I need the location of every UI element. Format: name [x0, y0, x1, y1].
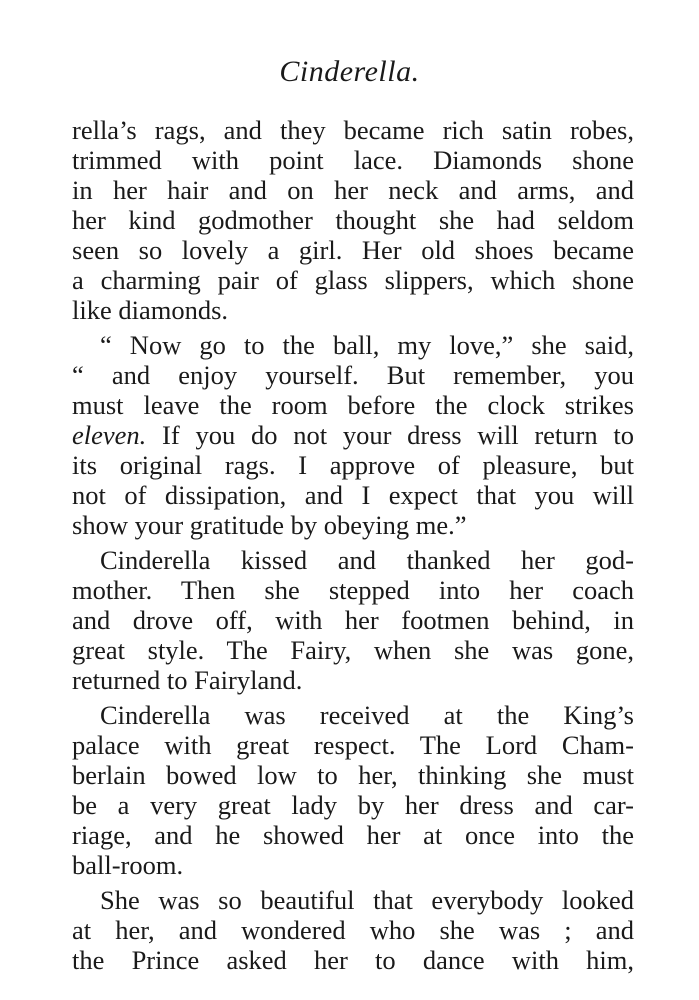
paragraph-1: [72, 115, 634, 325]
text-line: at her, and wondered who she was ; and: [72, 915, 634, 945]
text-line: a charming pair of glass slippers, which shone: [72, 265, 634, 295]
text-line: rella’s rags, and they became rich satin robes,: [72, 115, 634, 145]
text-line: must leave the room before the clock strikes: [72, 390, 634, 420]
text-line: in her hair and on her neck and arms, and: [72, 175, 634, 205]
text-line: its original rags. I approve of pleasure, but: [72, 450, 634, 480]
text-line: like diamonds.: [72, 295, 229, 325]
text-line: her kind godmother thought she had seldom: [72, 205, 634, 235]
paragraph-3: [72, 545, 634, 695]
text-line: show your gratitude by obeying me.”: [72, 510, 467, 540]
text-line: “ and enjoy yourself. But remember, you: [72, 360, 634, 390]
text-line: palace with great respect. The Lord Cham-: [72, 730, 634, 760]
text-line: the Prince asked her to dance with him,: [72, 945, 634, 975]
text-line: Cinderella kissed and thanked her god-: [100, 545, 634, 575]
text-line: returned to Fairyland.: [72, 665, 303, 695]
paragraph-2: [72, 330, 634, 540]
text-line: be a very great lady by her dress and car-: [72, 790, 634, 820]
paragraph-4: [72, 700, 634, 880]
text-line: “ Now go to the ball, my love,” she said,: [100, 330, 634, 360]
text-line: berlain bowed low to her, thinking she must: [72, 760, 634, 790]
text-line: She was so beautiful that everybody looked: [100, 885, 634, 915]
text-line: trimmed with point lace. Diamonds shone: [72, 145, 634, 175]
text-line: mother. Then she stepped into her coach: [72, 575, 634, 605]
paragraph-5: [72, 885, 634, 975]
text-line-italic-lead: eleven. If you do not your dress will return to: [72, 420, 634, 450]
text-line: Cinderella was received at the King’s: [100, 700, 634, 730]
text-line: not of dissipation, and I expect that you will: [72, 480, 634, 510]
text-line: great style. The Fairy, when she was gone,: [72, 635, 634, 665]
text-line: ball-room.: [72, 850, 184, 880]
text-line: seen so lovely a girl. Her old shoes became: [72, 235, 634, 265]
body-text: [72, 115, 634, 975]
text-line: riage, and he showed her at once into the: [72, 820, 634, 850]
text-line: and drove off, with her footmen behind, in: [72, 605, 634, 635]
running-head: Cinderella.: [279, 55, 420, 88]
